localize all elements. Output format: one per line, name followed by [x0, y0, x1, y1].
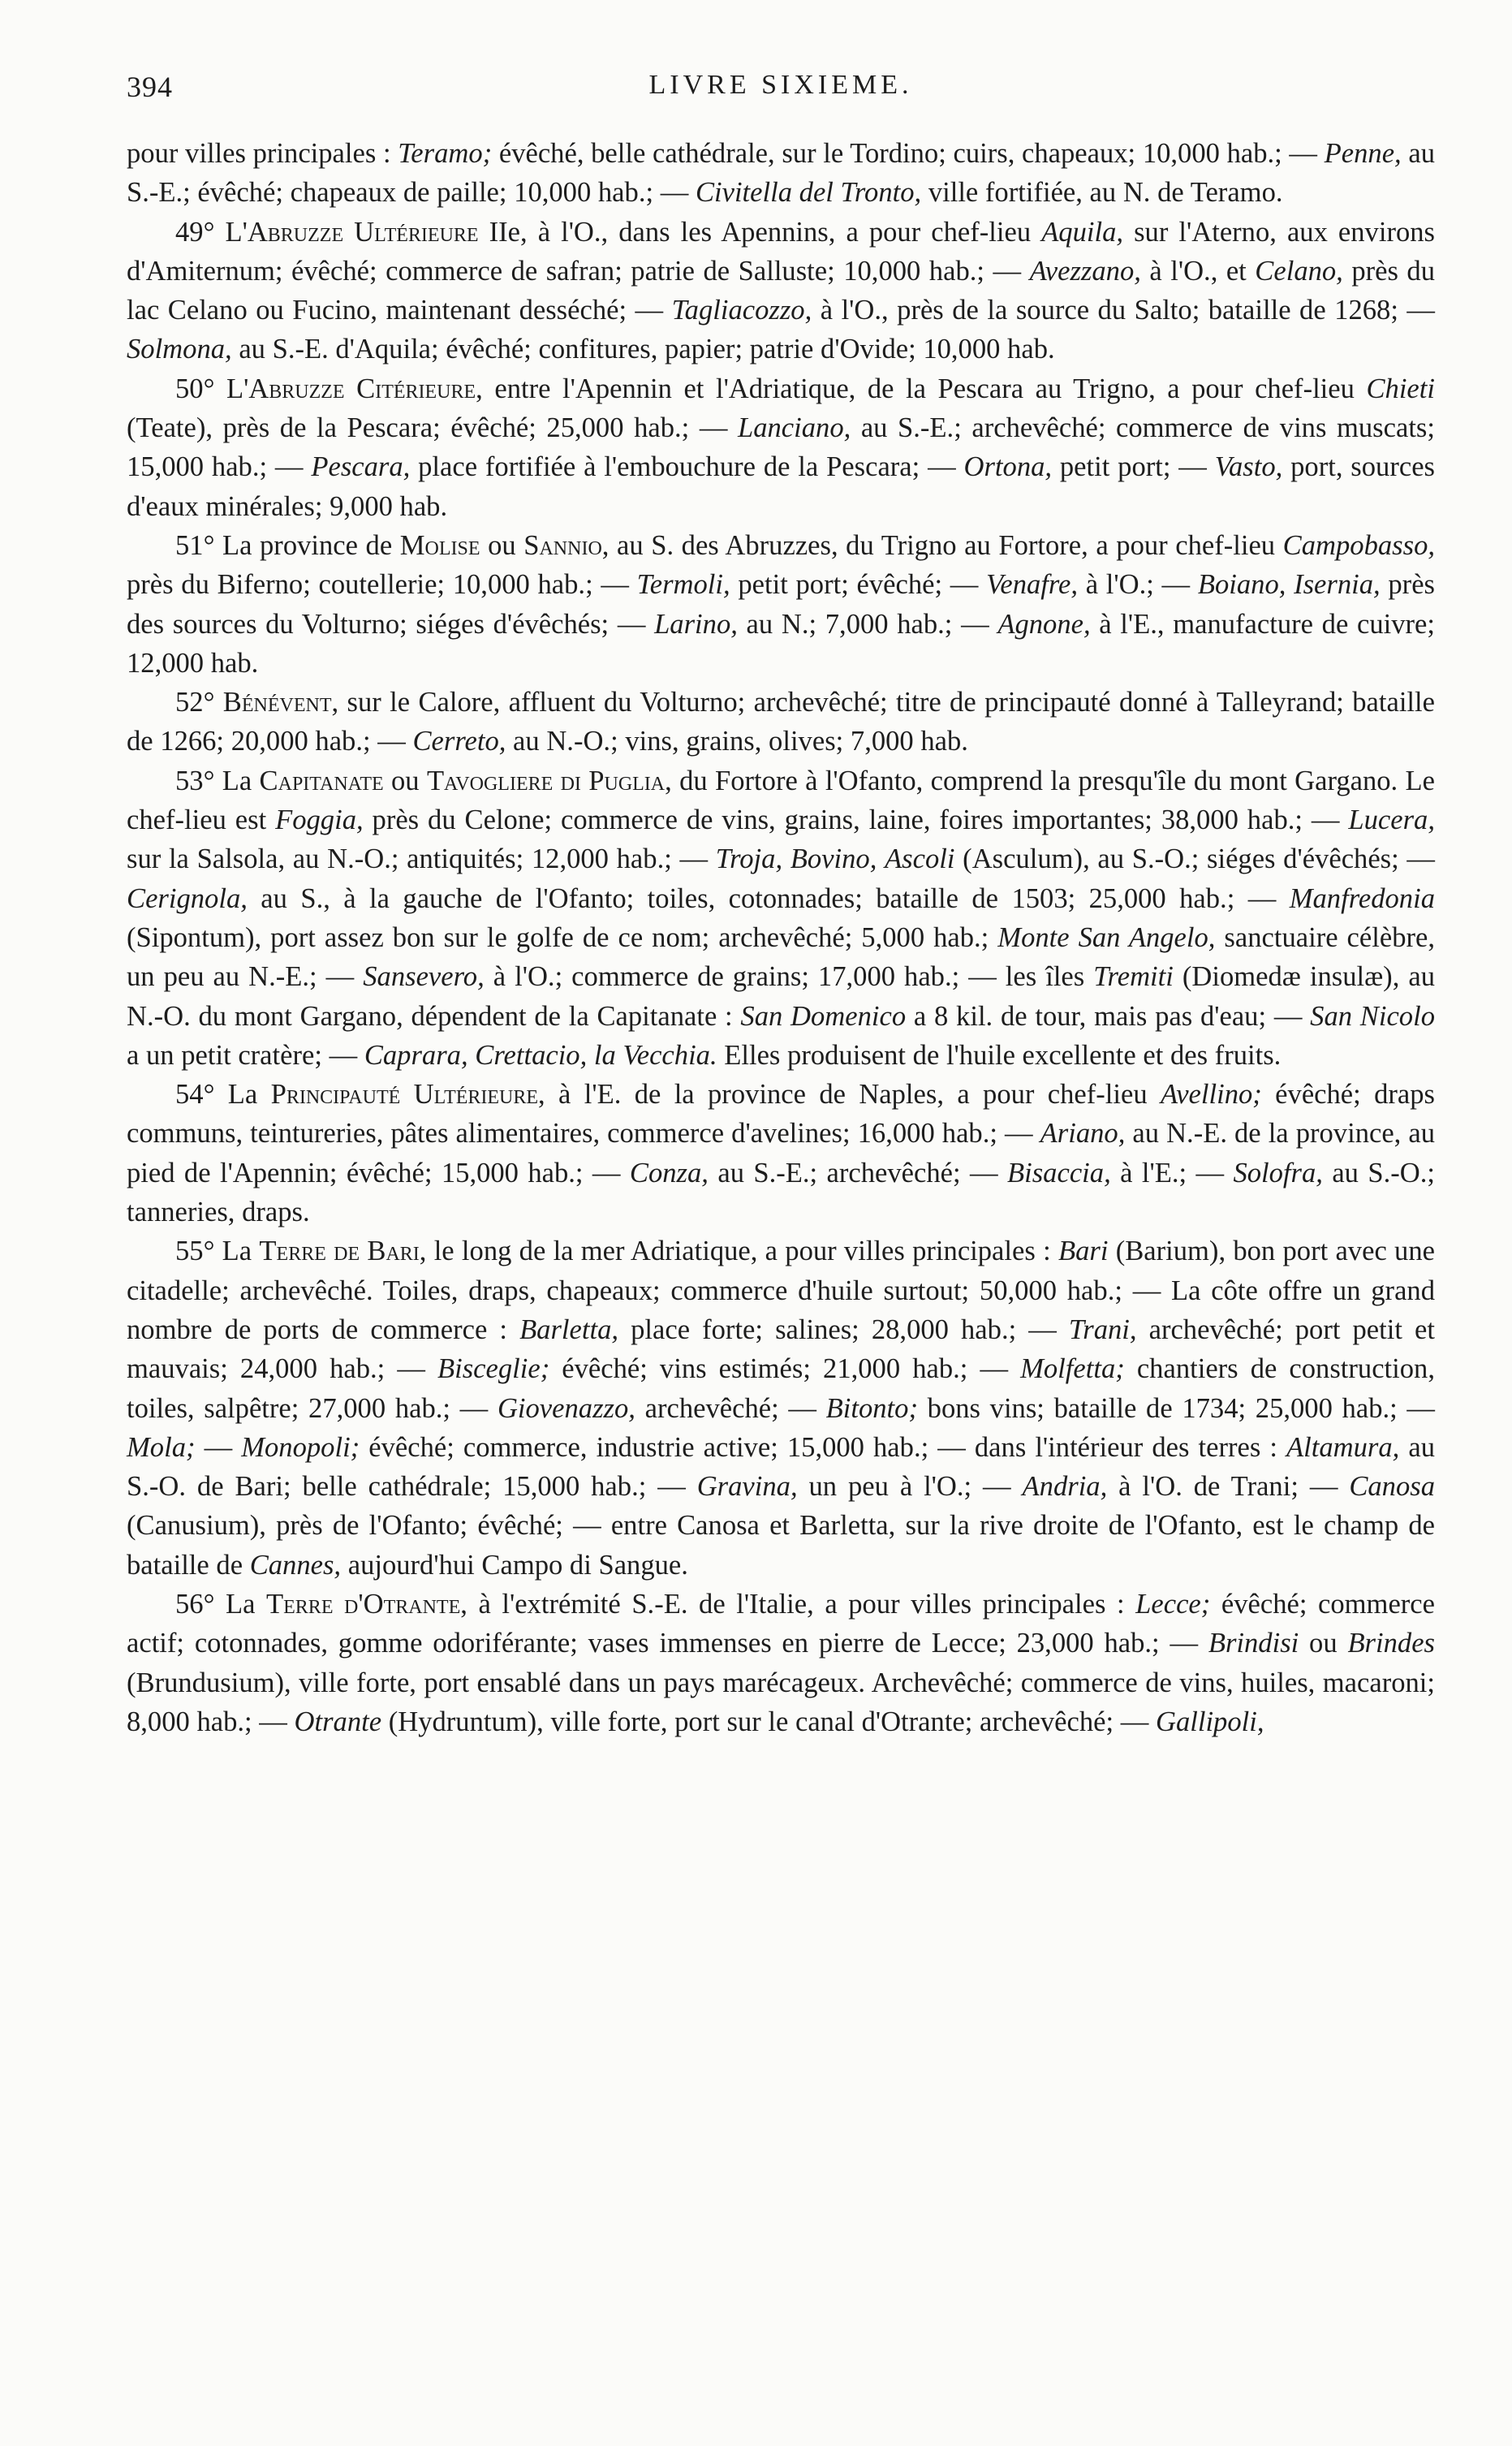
small-caps-region-name: Capitanate	[259, 765, 384, 796]
italic-place-name: Canosa	[1349, 1471, 1436, 1503]
text-run: à l'O., près de la source du Salto; bataille de 1268; —	[812, 295, 1435, 326]
italic-place-name: Vasto,	[1214, 451, 1283, 483]
text-run: a 8 kil. de tour, mais pas d'eau; —	[906, 1000, 1311, 1032]
text-run: petit port; —	[1052, 451, 1215, 483]
text-run: à l'O.; —	[1078, 569, 1198, 601]
text-run: au S.-O. de Bari; belle cathédrale; 15,000 hab.; —	[127, 1431, 1436, 1503]
italic-place-name: Monte San Angelo,	[997, 921, 1216, 953]
text-run: a un petit cratère; —	[127, 1039, 364, 1071]
italic-place-name: Campobasso,	[1282, 529, 1435, 561]
small-caps-region-name: Terre d'Otrante,	[266, 1588, 467, 1620]
text-run: IIe, à l'O., dans les Apennins, a pour chef-lieu	[478, 216, 1042, 248]
italic-place-name: Tagliacozzo,	[671, 295, 812, 326]
italic-place-name: Bari	[1058, 1236, 1109, 1267]
italic-place-name: Lanciano,	[737, 412, 851, 444]
text-run: évêché; commerce actif; cotonnades, gomme odoriférante; vases immenses en pierre de Lecce; 23,000 hab.; —	[127, 1588, 1435, 1659]
small-caps-region-name: Tavogliere di Puglia,	[426, 765, 672, 796]
italic-place-name: Crettacio,	[475, 1039, 588, 1071]
italic-place-name: Chieti	[1366, 373, 1435, 404]
small-caps-region-name: Bénévent,	[222, 687, 339, 718]
page-number: 394	[127, 71, 173, 103]
text-run: à l'O. de Trani; —	[1107, 1471, 1350, 1503]
text-run: ou	[383, 765, 427, 796]
text-run: port, sources d'eaux minérales; 9,000 hab.	[127, 451, 1436, 522]
italic-place-name: Sansevero,	[363, 961, 485, 993]
text-run: du Fortore à l'Ofanto, comprend la presqu'île du mont Gargano. Le chef-lieu est	[127, 765, 1436, 836]
text-run: évêché, belle cathédrale, sur le Tordino; cuirs, chapeaux; 10,000 hab.; —	[492, 138, 1325, 169]
text-run	[877, 843, 885, 874]
text-run: archevêché; port petit et mauvais; 24,000 hab.; —	[127, 1314, 1435, 1385]
paragraph	[127, 213, 1435, 369]
italic-place-name: Aquila,	[1041, 216, 1124, 248]
italic-place-name: Avellino;	[1161, 1079, 1262, 1111]
text-run: 53° La	[175, 765, 260, 796]
text-run: aujourd'hui Campo di Sangue.	[341, 1549, 688, 1581]
text-run: près du Celone; commerce de vins, grains, laine, foires importantes; 38,000 hab.; —	[363, 805, 1349, 836]
text-run: (Hydruntum), ville forte, port sur le canal d'Otrante; archevêché; —	[381, 1706, 1156, 1737]
text-run: ville fortifiée, au N. de Teramo.	[921, 177, 1283, 209]
running-head: LIVRE SIXIEME.	[648, 70, 913, 100]
italic-place-name: Otrante	[294, 1706, 382, 1737]
text-run: au S.-E.; évêché; chapeaux de paille; 10,000 hab.; —	[127, 138, 1435, 209]
text-run: 50° L'	[175, 373, 249, 404]
paragraph	[127, 369, 1435, 526]
text-run: sur l'Aterno, aux environs d'Amiternum; évêché; commerce de safran; patrie de Salluste; 10,000 hab.; —	[127, 216, 1436, 287]
italic-place-name: Bovino,	[790, 843, 877, 875]
text-run: (Sipontum), port assez bon sur le golfe de ce nom; archevêché; 5,000 hab.;	[127, 921, 998, 953]
text-run: au S. des Abruzzes, du Trigno au Fortore, a pour chef-lieu	[609, 529, 1283, 561]
italic-place-name: Bisaccia,	[1007, 1157, 1111, 1188]
italic-place-name: Solmona,	[127, 334, 232, 365]
italic-place-name: Lucera,	[1348, 805, 1435, 836]
text-run: à l'E. de la province de Naples, a pour chef-lieu	[545, 1079, 1161, 1111]
text-run: pour villes principales :	[127, 138, 398, 169]
text-run: près du Biferno; coutellerie; 10,000 hab.; —	[127, 569, 637, 601]
text-run: le long de la mer Adriatique, a pour villes principales :	[426, 1236, 1058, 1267]
text-run: à l'E., manufacture de cuivre; 12,000 hab.	[127, 608, 1435, 679]
italic-place-name: Larino,	[654, 608, 738, 640]
text-run: archevêché; —	[635, 1392, 826, 1424]
italic-place-name: Troja,	[715, 843, 783, 875]
italic-place-name: la Vecchia.	[593, 1039, 717, 1071]
italic-place-name: Civitella del Tronto,	[695, 177, 922, 209]
text-run: sur la Salsola, au N.-O.; antiquités; 12,000 hab.; —	[127, 843, 716, 875]
italic-place-name: Barletta,	[519, 1314, 619, 1345]
text-run: au N.-E. de la province, au pied de l'Apennin; évêché; 15,000 hab.; —	[127, 1118, 1436, 1188]
italic-place-name: Mola;	[127, 1431, 196, 1463]
small-caps-region-name: Abruzze Citérieure,	[248, 373, 483, 404]
page-header	[127, 70, 1435, 119]
text-run: chantiers de construction, toiles, salpêtre; 27,000 hab.; —	[127, 1353, 1435, 1424]
italic-place-name: Cannes,	[249, 1549, 342, 1581]
italic-place-name: Giovenazzo,	[497, 1392, 635, 1424]
small-caps-region-name: Abruzze Ultérieure	[247, 216, 479, 248]
italic-place-name: Ortona,	[963, 451, 1053, 483]
text-run: près du lac Celano ou Fucino, maintenant desséché; —	[127, 255, 1436, 326]
italic-place-name: Tremiti	[1093, 961, 1174, 993]
italic-place-name: Ariano,	[1040, 1118, 1126, 1150]
italic-place-name: Bisceglie;	[437, 1353, 550, 1385]
italic-place-name: Andria,	[1022, 1471, 1108, 1503]
italic-place-name: Gravina,	[696, 1471, 798, 1503]
italic-place-name: Celano,	[1255, 255, 1343, 287]
text-run: évêché; vins estimés; 21,000 hab.; —	[549, 1353, 1021, 1385]
small-caps-region-name: Principauté Ultérieure,	[270, 1079, 545, 1111]
italic-place-name: Lecce;	[1135, 1588, 1211, 1620]
text-run: 56° La	[175, 1588, 267, 1620]
italic-place-name: Cerignola,	[127, 882, 248, 914]
text-run: au S.-E.; archevêché; —	[708, 1157, 1007, 1188]
text-run: (Diomedæ insulæ), au N.-O. du mont Gargano, dépendent de la Capitanate :	[127, 961, 1435, 1032]
text-run	[1286, 569, 1294, 600]
text-run: Elles produisent de l'huile excellente et des fruits.	[717, 1039, 1282, 1071]
text-run: (Barium), bon port avec une citadelle; archevêché. Toiles, draps, chapeaux; commerce d'huile surtout; 50,000 hab.; — La côte offre un grand nombre de ports de commerce :	[127, 1236, 1435, 1345]
italic-place-name: San Nicolo	[1310, 1000, 1435, 1032]
text-run	[587, 1040, 594, 1071]
text-run: place fortifiée à l'embouchure de la Pescara; —	[410, 451, 964, 483]
text-run: au S.-E. d'Aquila; évêché; confitures, papier; patrie d'Ovide; 10,000 hab.	[231, 334, 1055, 365]
italic-place-name: San Domenico	[740, 1000, 907, 1032]
paragraph	[127, 526, 1435, 683]
text-run: ou	[480, 529, 524, 561]
small-caps-region-name: Sannio,	[523, 529, 610, 561]
paragraph	[127, 134, 1435, 213]
italic-place-name: Trani,	[1068, 1314, 1137, 1345]
text-run: place forte; salines; 28,000 hab.; —	[618, 1314, 1069, 1345]
italic-place-name: Manfredonia	[1289, 882, 1435, 914]
text-run: —	[195, 1431, 242, 1463]
text-run: près des sources du Volturno; siéges d'évêchés; —	[127, 569, 1435, 640]
italic-place-name: Solofra,	[1233, 1157, 1323, 1188]
text-run: au N.-O.; vins, grains, olives; 7,000 hab.	[506, 726, 968, 757]
italic-place-name: Gallipoli,	[1155, 1706, 1264, 1737]
italic-place-name: Brindisi	[1208, 1628, 1299, 1659]
italic-place-name: Molfetta;	[1020, 1353, 1125, 1385]
text-run: sur le Calore, affluent du Volturno; archevêché; titre de principauté donné à Talleyrand; bataille de 1266; 20,000 hab.; —	[127, 687, 1435, 757]
paragraph	[127, 1232, 1435, 1585]
italic-place-name: Monopoli;	[241, 1431, 360, 1463]
paragraph	[127, 1075, 1435, 1232]
text-run: à l'O., et	[1140, 255, 1256, 287]
text-run: ou	[1299, 1628, 1348, 1659]
paragraph	[127, 761, 1435, 1075]
italic-place-name: Avezzano,	[1029, 255, 1141, 287]
text-run: à l'extrémité S.-E. de l'Italie, a pour villes principales :	[467, 1588, 1136, 1620]
text-run: au N.; 7,000 hab.; —	[737, 608, 998, 640]
italic-place-name: Ascoli	[885, 843, 955, 875]
italic-place-name: Brindes	[1347, 1628, 1436, 1659]
text-run	[468, 1040, 476, 1071]
text-run: (Brundusium), ville forte, port ensablé dans un pays marécageux. Archevêché; commerce de vins, huiles, macaroni; 8,000 hab.; —	[127, 1667, 1435, 1737]
italic-place-name: Caprara,	[364, 1039, 468, 1071]
italic-place-name: Foggia,	[275, 805, 364, 836]
italic-place-name: Boiano,	[1197, 569, 1286, 601]
text-run: bons vins; bataille de 1734; 25,000 hab.; —	[917, 1392, 1435, 1424]
text-run: évêché; draps communs, teintureries, pâtes alimentaires, commerce d'avelines; 16,000 hab.; —	[127, 1079, 1436, 1150]
italic-place-name: Conza,	[629, 1157, 709, 1188]
italic-place-name: Bitonto;	[825, 1392, 918, 1424]
italic-place-name: Agnone,	[997, 608, 1091, 640]
text-run	[782, 843, 790, 874]
text-run: petit port; évêché; —	[730, 569, 987, 601]
text-run: 49° L'	[175, 216, 248, 248]
italic-place-name: Teramo;	[398, 138, 493, 169]
text-run: 54° La	[175, 1079, 271, 1111]
italic-place-name: Cerreto,	[412, 726, 506, 757]
paragraph	[127, 683, 1435, 761]
text-run: un peu à l'O.; —	[797, 1471, 1023, 1503]
italic-place-name: Penne,	[1324, 138, 1402, 169]
text-run: au S.-O.; tanneries, draps.	[127, 1157, 1435, 1228]
text-run: sanctuaire célèbre, un peu au N.-E.; —	[127, 921, 1435, 993]
text-run: à l'O.; commerce de grains; 17,000 hab.; — les îles	[484, 961, 1094, 993]
italic-place-name: Pescara,	[311, 451, 411, 483]
text-run: à l'E.; —	[1110, 1157, 1234, 1188]
body-text	[127, 134, 1435, 1741]
text-run: au S., à la gauche de l'Ofanto; toiles, cotonnades; bataille de 1503; 25,000 hab.; —	[247, 882, 1290, 914]
text-run: (Asculum), au S.-O.; siéges d'évêchés; —	[954, 843, 1435, 875]
italic-place-name: Altamura,	[1286, 1431, 1400, 1463]
italic-place-name: Termoli,	[636, 569, 730, 601]
text-run: (Teate), près de la Pescara; évêché; 25,000 hab.; —	[127, 412, 738, 444]
text-run: 52°	[175, 687, 223, 718]
text-run: évêché; commerce, industrie active; 15,000 hab.; — dans l'intérieur des terres :	[360, 1431, 1287, 1463]
text-run: 51° La province de	[175, 529, 400, 561]
small-caps-region-name: Molise	[399, 529, 480, 561]
text-run: au S.-E.; archevêché; commerce de vins muscats; 15,000 hab.; —	[127, 412, 1435, 483]
italic-place-name: Venafre,	[986, 569, 1079, 601]
text-run: (Canusium), près de l'Ofanto; évêché; — entre Canosa et Barletta, sur la rive droite de l'Ofanto, est le champ de bataille de	[127, 1510, 1435, 1581]
italic-place-name: Isernia,	[1294, 569, 1381, 601]
text-run: 55° La	[175, 1236, 260, 1267]
small-caps-region-name: Terre de Bari,	[259, 1236, 427, 1267]
text-run: entre l'Apennin et l'Adriatique, de la Pescara au Trigno, a pour chef-lieu	[482, 373, 1367, 404]
paragraph	[127, 1585, 1435, 1741]
